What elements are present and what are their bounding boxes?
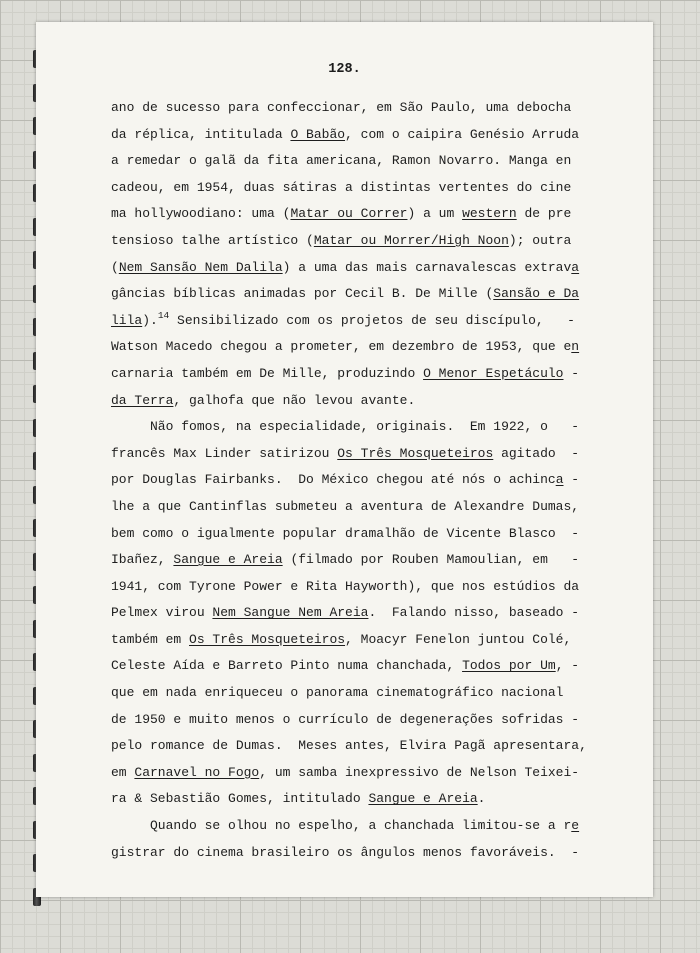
page-body-text	[111, 95, 631, 866]
footnote-marker: 14	[157, 309, 170, 321]
text-segment: ma hollywoodiano: uma (	[111, 206, 291, 222]
text-segment: ra & Sebastião Gomes, intitulado	[111, 791, 369, 807]
text-segment: , um samba inexpressivo de Nelson Teixei-	[259, 764, 580, 780]
text-line	[111, 308, 631, 335]
text-segment: cadeou, em 1954, duas sátiras a distintas vertentes do cine	[111, 179, 572, 195]
text-segment: lhe a que Cantinflas submeteu a aventura de Alexandre Dumas,	[111, 498, 580, 514]
underlined-title: Sangue e Areia	[368, 791, 478, 807]
underlined-title: western	[462, 206, 517, 222]
text-segment: , Moacyr Fenelon juntou Colé,	[345, 631, 572, 647]
underlined-title: Todos por Um	[462, 658, 556, 674]
underlined-title: a	[555, 472, 564, 488]
text-segment: 1941, com Tyrone Power e Rita Hayworth), que nos estúdios da	[111, 578, 580, 594]
text-segment: carnaria também em De Mille, produzindo	[111, 365, 424, 381]
text-segment: , galhofa que não levou avante.	[173, 392, 416, 408]
underlined-title: Nem Sangue Nem Areia	[212, 605, 369, 621]
text-line	[111, 600, 631, 627]
text-line	[111, 414, 631, 441]
text-line	[111, 627, 631, 654]
text-line	[111, 255, 631, 282]
text-line	[111, 733, 631, 760]
text-line	[111, 786, 631, 813]
text-segment: -	[563, 365, 580, 381]
text-segment: gâncias bíblicas animadas por Cecil B. De Mille (	[111, 286, 494, 302]
underlined-title: Matar ou Correr	[290, 206, 408, 222]
text-segment: por Douglas Fairbanks. Do México chegou até nós o achinc	[111, 472, 556, 488]
text-segment: ) a uma das mais carnavalescas extrav	[282, 259, 572, 275]
text-segment: (	[111, 259, 119, 275]
underlined-title: Sansão e Da	[493, 286, 580, 302]
text-segment: Quando se olhou no espelho, a chanchada limitou-se a r	[111, 818, 572, 834]
text-segment: de 1950 e muito menos o currículo de degenerações sofridas -	[111, 711, 580, 727]
text-line	[111, 494, 631, 521]
underlined-title: Matar ou Morrer/High Noon	[313, 232, 509, 248]
text-line	[111, 680, 631, 707]
text-segment: .	[477, 791, 486, 807]
text-segment: , -	[555, 658, 580, 674]
text-segment: em	[111, 764, 135, 780]
text-line	[111, 388, 631, 415]
text-line	[111, 653, 631, 680]
text-segment: ); outra	[508, 232, 572, 248]
text-segment: Ibañez,	[111, 552, 174, 568]
text-line	[111, 175, 631, 202]
underlined-title: Carnavel no Fogo	[134, 764, 260, 780]
text-segment: pelo romance de Dumas. Meses antes, Elvira Pagã apresentara,	[111, 738, 587, 754]
text-line	[111, 760, 631, 787]
text-line	[111, 228, 631, 255]
underlined-title: O Babão	[290, 126, 346, 142]
page-number: 128.	[328, 62, 361, 77]
text-line	[111, 547, 631, 574]
text-line	[111, 95, 631, 122]
text-segment: , com o caipira Genésio Arruda	[345, 126, 580, 142]
text-segment: a remedar o galã da fita americana, Ramon Novarro. Manga en	[111, 153, 572, 169]
text-segment: bem como o igualmente popular dramalhão de Vicente Blasco -	[111, 525, 580, 541]
text-line	[111, 148, 631, 175]
text-segment: Não fomos, na especialidade, originais. Em 1922, o -	[111, 419, 580, 435]
text-segment: . Falando nisso, baseado -	[368, 605, 580, 621]
underlined-title: n	[571, 339, 580, 355]
text-segment: (filmado por Rouben Mamoulian, em -	[282, 552, 580, 568]
text-line	[111, 574, 631, 601]
text-line	[111, 201, 631, 228]
underlined-title: a	[571, 259, 580, 275]
underlined-title: Os Três Mosqueteiros	[337, 445, 494, 461]
text-segment: ano de sucesso para confeccionar, em São Paulo, uma debocha	[111, 100, 572, 115]
text-line	[111, 441, 631, 468]
typewritten-page	[36, 22, 653, 897]
underlined-title: Sangue e Areia	[173, 552, 283, 568]
text-segment: da réplica, intitulada	[111, 126, 291, 142]
text-segment: Celeste Aída e Barreto Pinto numa chanchada,	[111, 658, 463, 674]
text-line	[111, 122, 631, 149]
text-segment: gistrar do cinema brasileiro os ângulos menos favoráveis. -	[111, 844, 580, 860]
text-line	[111, 281, 631, 308]
text-line	[111, 334, 631, 361]
text-line	[111, 840, 631, 867]
underlined-title: Os Três Mosqueteiros	[189, 631, 346, 647]
text-line	[111, 361, 631, 388]
underlined-title: Nem Sansão Nem Dalila	[118, 259, 283, 275]
text-segment: de pre	[516, 206, 572, 222]
text-segment: tensioso talhe artístico (	[111, 232, 314, 248]
text-segment: que em nada enriqueceu o panorama cinematográfico nacional	[111, 685, 564, 701]
text-segment: Watson Macedo chegou a prometer, em dezembro de 1953, que e	[111, 339, 572, 355]
text-segment: ).	[142, 312, 158, 328]
text-line	[111, 813, 631, 840]
underlined-title: lila	[111, 312, 143, 328]
text-line	[111, 521, 631, 548]
text-segment: -	[563, 472, 580, 488]
text-segment: francês Max Linder satirizou	[111, 445, 338, 461]
text-line	[111, 467, 631, 494]
text-segment: ) a um	[407, 206, 463, 222]
underlined-title: e	[571, 818, 580, 834]
text-segment: também em	[111, 631, 190, 647]
text-line	[111, 707, 631, 734]
underlined-title: O Menor Espetáculo	[423, 365, 564, 381]
text-segment: Sensibilizado com os projetos de seu discípulo, -	[169, 312, 575, 328]
text-segment: Pelmex virou	[111, 605, 213, 621]
underlined-title: da Terra	[111, 392, 174, 408]
text-segment: agitado -	[493, 445, 580, 461]
